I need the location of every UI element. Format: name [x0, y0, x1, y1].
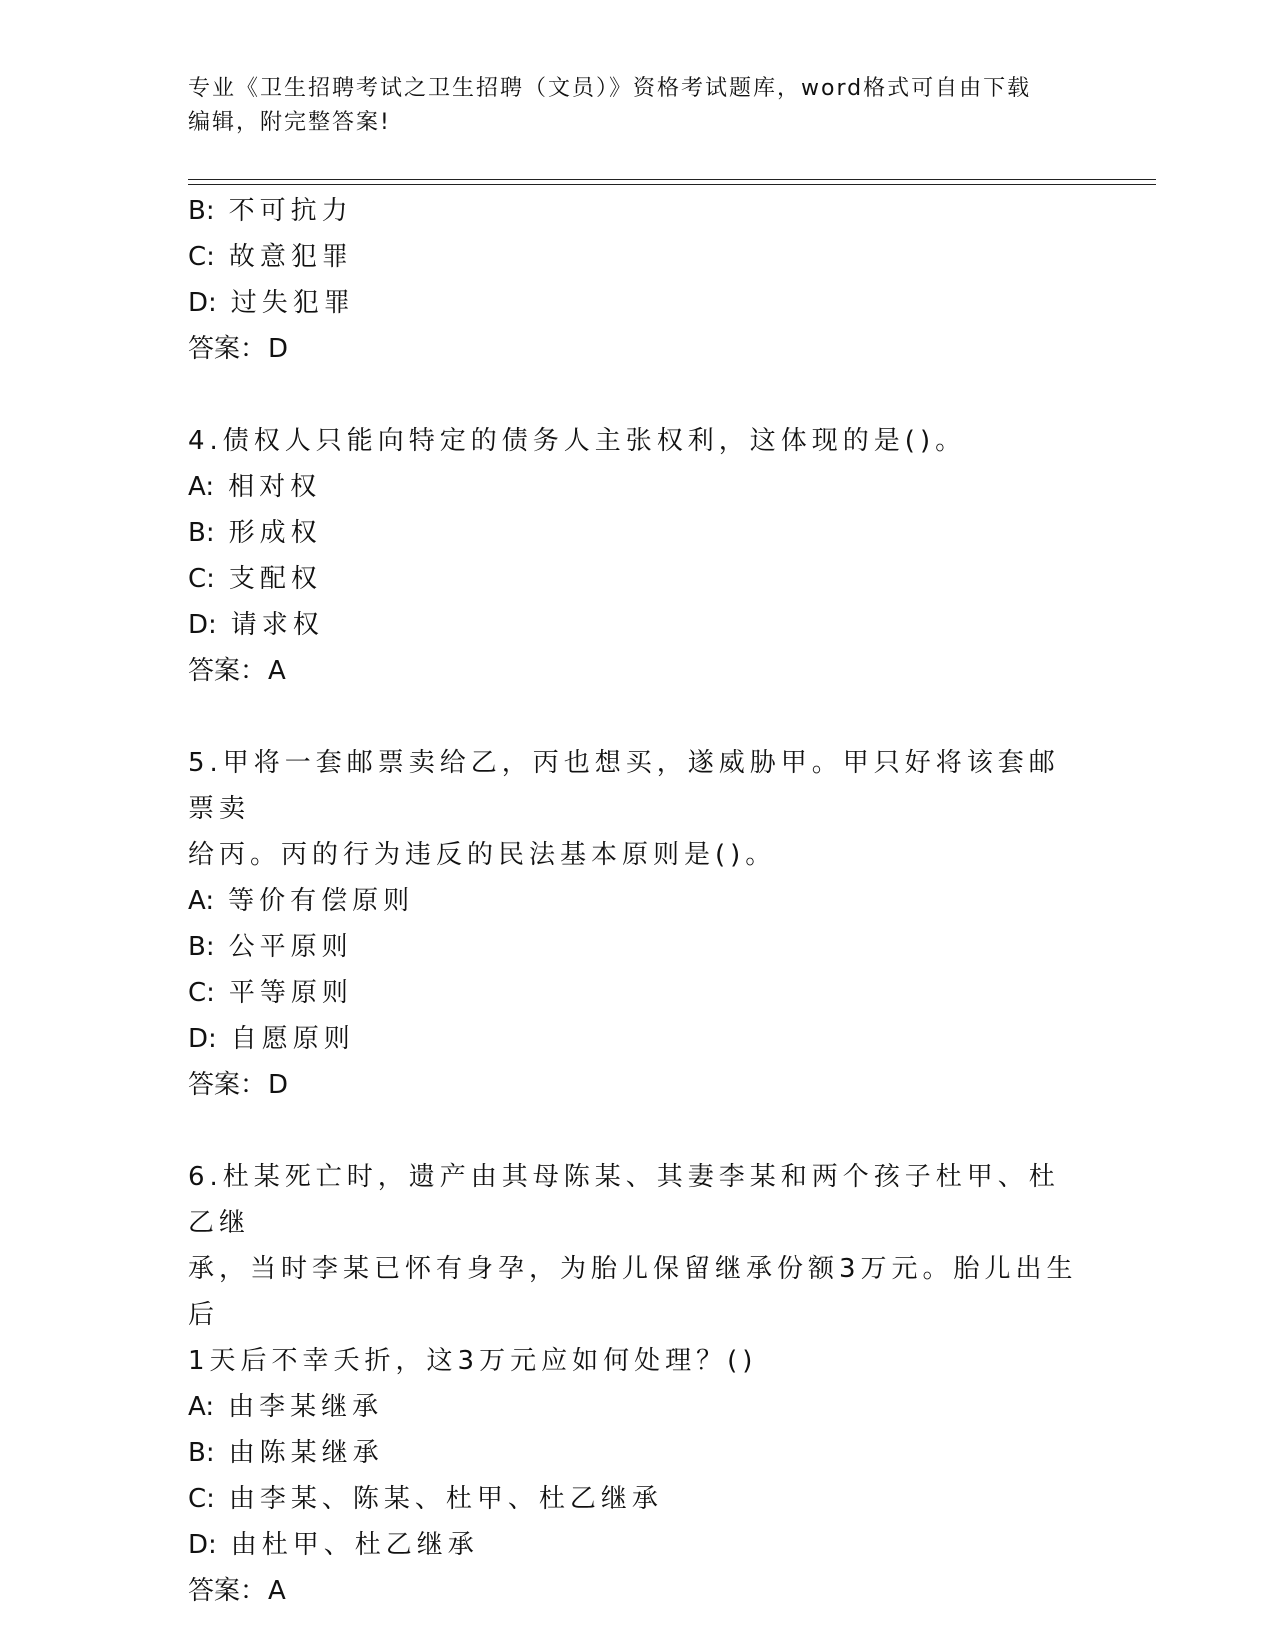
question-6: [188, 1154, 1088, 1614]
answer-value: D: [268, 1070, 289, 1100]
option-d: D: 由杜甲、杜乙继承: [188, 1530, 479, 1560]
option-a: A: 由李某继承: [188, 1392, 384, 1422]
question-text: 4.债权人只能向特定的债务人主张权利，这体现的是()。: [188, 426, 967, 456]
option-b: B: 形成权: [188, 518, 322, 548]
option-a: A: 相对权: [188, 472, 322, 502]
answer-label: 答案：: [188, 1576, 267, 1606]
question-4: [188, 418, 1088, 694]
answer-value: A: [268, 1576, 286, 1606]
document-header: [188, 72, 1088, 140]
option-b: B: 由陈某继承: [188, 1438, 384, 1468]
answer-value: A: [268, 656, 286, 686]
header-line-1: 专业《卫生招聘考试之卫生招聘（文员）》资格考试题库，word格式可自由下载: [188, 76, 1032, 101]
answer-line: [188, 1568, 1088, 1614]
option-c: C: 平等原则: [188, 978, 353, 1008]
option-c: C: 故意犯罪: [188, 242, 353, 272]
question-text-line-1: 6.杜某死亡时，遗产由其母陈某、其妻李某和两个孩子杜甲、杜乙继: [188, 1162, 1060, 1238]
option-d: D: 过失犯罪: [188, 288, 355, 318]
question-list: [188, 188, 1088, 1614]
answer-value: D: [268, 334, 289, 364]
option-c: C: 由李某、陈某、杜甲、杜乙继承: [188, 1484, 663, 1514]
option-a: A: 等价有偿原则: [188, 886, 415, 916]
answer-line: [188, 326, 1088, 372]
option-d: D: 自愿原则: [188, 1024, 355, 1054]
question-5: [188, 740, 1088, 1108]
question-3-continued: [188, 188, 1088, 372]
answer-label: 答案：: [188, 334, 267, 364]
answer-label: 答案：: [188, 656, 267, 686]
question-text-line-2: 承，当时李某已怀有身孕，为胎儿保留继承份额3万元。胎儿出生后: [188, 1254, 1078, 1330]
answer-label: 答案：: [188, 1070, 267, 1100]
option-b: B: 不可抗力: [188, 196, 353, 226]
question-text-line-1: 5.甲将一套邮票卖给乙，丙也想买，遂威胁甲。甲只好将该套邮票卖: [188, 748, 1060, 824]
option-b: B: 公平原则: [188, 932, 353, 962]
option-d: D: 请求权: [188, 610, 324, 640]
header-divider-top: [188, 179, 1156, 180]
answer-line: [188, 648, 1088, 694]
question-text-line-3: 1天后不幸夭折，这3万元应如何处理？(): [188, 1346, 758, 1376]
answer-line: [188, 1062, 1088, 1108]
header-line-2: 编辑，附完整答案!: [188, 110, 391, 135]
question-text-line-2: 给丙。丙的行为违反的民法基本原则是()。: [188, 840, 777, 870]
option-c: C: 支配权: [188, 564, 322, 594]
header-divider-bottom: [188, 184, 1156, 185]
